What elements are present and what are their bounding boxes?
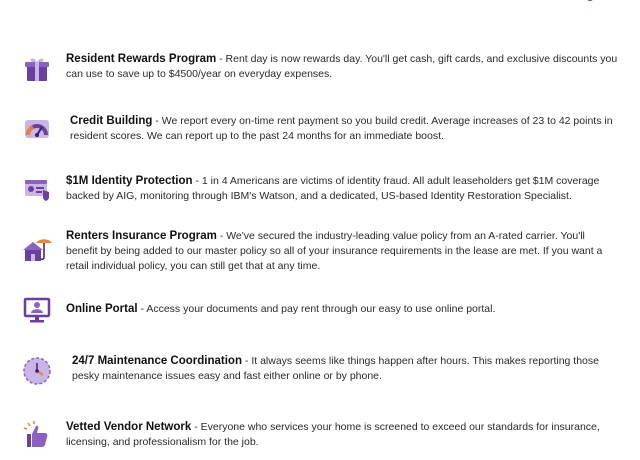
clock-icon [22, 356, 52, 386]
feature-description: Access your documents and pay rent through our easy to use online portal. [146, 303, 496, 315]
feature-description: We report every on-time rent payment so you build credit. Average increases of 23 to 42 points in resident scores. We can report up to the past 24 months for an immediate boost. [70, 115, 613, 142]
title-separator: - [137, 303, 147, 315]
monitor-user-icon [22, 295, 52, 325]
feature-title: 24/7 Maintenance Coordination [72, 355, 242, 367]
feature-title: Renters Insurance Program [66, 230, 217, 242]
thumbs-up-icon [22, 420, 52, 450]
umbrella-house-icon [22, 233, 52, 263]
feature-title: Credit Building [70, 115, 153, 127]
feature-description: Everyone who services your home is screened to exceed our standards for insurance, licensing, and professionalism for the job. [66, 421, 600, 448]
title-separator: - [241, 355, 252, 367]
title-separator: - [192, 175, 202, 187]
feature-title: Vetted Vendor Network [66, 421, 192, 433]
feature-title: Resident Rewards Program [66, 53, 217, 65]
feature-description: It always seems like things happen after hours. This makes reporting those pesky maintenance issues easy and fast either online or by phone. [72, 355, 599, 382]
title-separator: - [216, 53, 226, 65]
feature-description: Rent day is now rewards day. You'll get cash, gift cards, and exclusive discounts you can use to save up to $4500/year on everyday expenses. [66, 53, 618, 80]
feature-title: Online Portal [66, 303, 138, 315]
feature-title: $1M Identity Protection [66, 175, 193, 187]
title-separator: - [191, 421, 201, 433]
feature-description: We've secured the industry-leading value policy from an A-rated carrier. You'll benefit by being added to our master policy so all of your insurance requirements in the lease are met. If you want a retail individual policy, you can still get that at any time. [66, 230, 603, 272]
feature-description: 1 in 4 Americans are victims of identity fraud. All adult leaseholders get $1M coverage backed by AIG, monitoring through IBM's Watson, and a dedicated, US-based Identity Restoration Specialist. [66, 175, 600, 202]
top-decoration-dot [586, 0, 594, 1]
top-decoration [0, 0, 640, 6]
gift-icon [22, 54, 52, 84]
title-separator: - [152, 115, 162, 127]
id-card-icon [22, 174, 52, 204]
gauge-icon [22, 114, 52, 144]
title-separator: - [216, 230, 227, 242]
